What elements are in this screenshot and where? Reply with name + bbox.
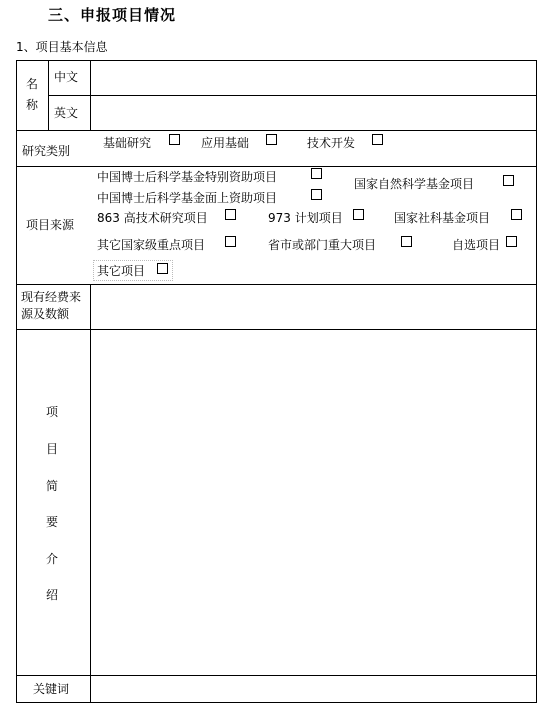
source-self-selected-checkbox[interactable]	[506, 236, 517, 247]
summary-label-char: 介	[45, 552, 58, 566]
option-tech-dev-label: 技术开发	[307, 136, 356, 150]
column-divider	[90, 284, 91, 702]
row-divider	[16, 284, 537, 285]
source-social-science-label: 国家社科基金项目	[394, 211, 491, 225]
source-provincial-major-label: 省市或部门重大项目	[268, 238, 377, 252]
name-label-char-1: 名	[26, 77, 39, 91]
funding-label-line1: 现有经费来	[21, 290, 82, 304]
row-divider	[16, 166, 537, 167]
option-basic-research-checkbox[interactable]	[169, 134, 180, 145]
research-type-label: 研究类别	[22, 144, 71, 158]
name-cn-field[interactable]	[92, 62, 534, 94]
summary-label-char: 简	[45, 479, 58, 493]
keywords-label: 关键词	[33, 682, 70, 696]
source-nsfc-checkbox[interactable]	[503, 175, 514, 186]
source-nsfc-label: 国家自然科学基金项目	[354, 177, 475, 191]
summary-label-char: 绍	[45, 588, 58, 602]
option-tech-dev-checkbox[interactable]	[372, 134, 383, 145]
funding-label-line2: 源及数额	[21, 307, 70, 321]
row-divider	[16, 329, 537, 330]
funding-field[interactable]	[92, 286, 534, 328]
source-national-key-checkbox[interactable]	[225, 236, 236, 247]
table-right-border	[536, 60, 537, 702]
name-en-label: 英文	[54, 106, 79, 120]
source-self-selected-label: 自选项目	[452, 238, 501, 252]
summary-label-char: 项	[45, 405, 58, 419]
summary-label-char: 目	[45, 442, 58, 456]
name-cn-label: 中文	[54, 70, 79, 84]
name-label-char-2: 称	[26, 98, 39, 112]
source-other-label: 其它项目	[97, 264, 146, 278]
source-provincial-major-checkbox[interactable]	[401, 236, 412, 247]
source-863-label: 863 高技术研究项目	[97, 211, 208, 225]
option-applied-basic-checkbox[interactable]	[266, 134, 277, 145]
source-postdoc-general-checkbox[interactable]	[311, 189, 322, 200]
source-973-checkbox[interactable]	[353, 209, 364, 220]
column-divider	[90, 60, 91, 130]
option-basic-research-label: 基础研究	[103, 136, 152, 150]
summary-field[interactable]	[92, 331, 534, 674]
row-divider	[16, 675, 537, 676]
source-other-checkbox[interactable]	[157, 263, 168, 274]
source-social-science-checkbox[interactable]	[511, 209, 522, 220]
option-applied-basic-label: 应用基础	[201, 136, 250, 150]
project-source-label: 项目来源	[26, 218, 75, 232]
row-divider	[16, 130, 537, 131]
source-national-key-label: 其它国家级重点项目	[97, 238, 206, 252]
summary-label-char: 要	[45, 515, 58, 529]
table-top-border	[16, 60, 537, 61]
source-postdoc-special-label: 中国博士后科学基金特别资助项目	[97, 170, 278, 184]
table-left-border	[16, 60, 17, 702]
table-bottom-border	[16, 702, 537, 703]
source-863-checkbox[interactable]	[225, 209, 236, 220]
source-973-label: 973 计划项目	[268, 211, 343, 225]
name-en-field[interactable]	[92, 97, 534, 129]
keywords-field[interactable]	[92, 677, 534, 701]
source-postdoc-general-label: 中国博士后科学基金面上资助项目	[97, 191, 278, 205]
column-divider-name	[48, 60, 49, 130]
source-postdoc-special-checkbox[interactable]	[311, 168, 322, 179]
subsection-title: 1、项目基本信息	[16, 40, 108, 54]
section-title: 三、申报项目情况	[48, 6, 177, 24]
row-divider-name	[48, 95, 536, 96]
